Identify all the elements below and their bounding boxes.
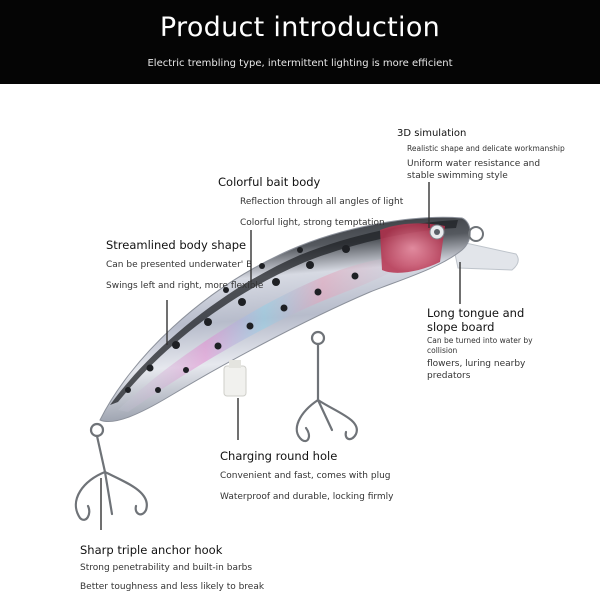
annotation-line: Uniform water resistance and xyxy=(407,159,541,169)
page-title: Product introduction xyxy=(159,12,441,43)
annotation-heading: Long tongue and xyxy=(427,306,525,320)
annotation-line: Colorful light, strong temptation xyxy=(240,218,385,228)
annotation-line: Swings left and right, more flexible xyxy=(106,281,264,291)
annotation-line: Waterproof and durable, locking firmly xyxy=(220,492,394,502)
annotation-line: Can be presented underwater' B xyxy=(106,260,253,270)
annotation-heading: slope board xyxy=(427,320,495,334)
annotation-line: Better toughness and less likely to break xyxy=(80,582,265,592)
annotation-line: predators xyxy=(427,371,471,381)
annotation-line: flowers, luring nearby xyxy=(427,359,526,369)
annotation-line: Strong penetrability and built-in barbs xyxy=(80,563,253,573)
annotation-line: Reflection through all angles of light xyxy=(240,197,404,207)
annotation-charging-hole xyxy=(220,449,394,503)
annotation-note: Realistic shape and delicate workmanship xyxy=(407,144,565,153)
annotation-long-tongue xyxy=(427,306,533,382)
annotation-triple-hook xyxy=(80,543,264,593)
annotation-heading: Colorful bait body xyxy=(218,175,321,189)
annotation-heading: Sharp triple anchor hook xyxy=(80,543,223,557)
annotation-heading: Streamlined body shape xyxy=(106,238,247,252)
annotation-note: Can be turned into water by xyxy=(427,336,533,345)
annotation-3d-simulation xyxy=(397,127,565,182)
page-subtitle: Electric trembling type, intermittent lighting is more efficient xyxy=(147,58,453,69)
annotation-colorful-body xyxy=(218,175,403,229)
annotation-heading: 3D simulation xyxy=(397,128,467,139)
annotation-streamlined xyxy=(106,238,263,292)
annotation-line: stable swimming style xyxy=(407,171,508,181)
charging-plug-icon xyxy=(224,360,246,396)
hook-icon xyxy=(297,332,357,441)
annotation-line: Convenient and fast, comes with plug xyxy=(220,471,391,481)
annotation-heading: Charging round hole xyxy=(220,449,338,463)
annotation-note: collision xyxy=(427,346,458,355)
